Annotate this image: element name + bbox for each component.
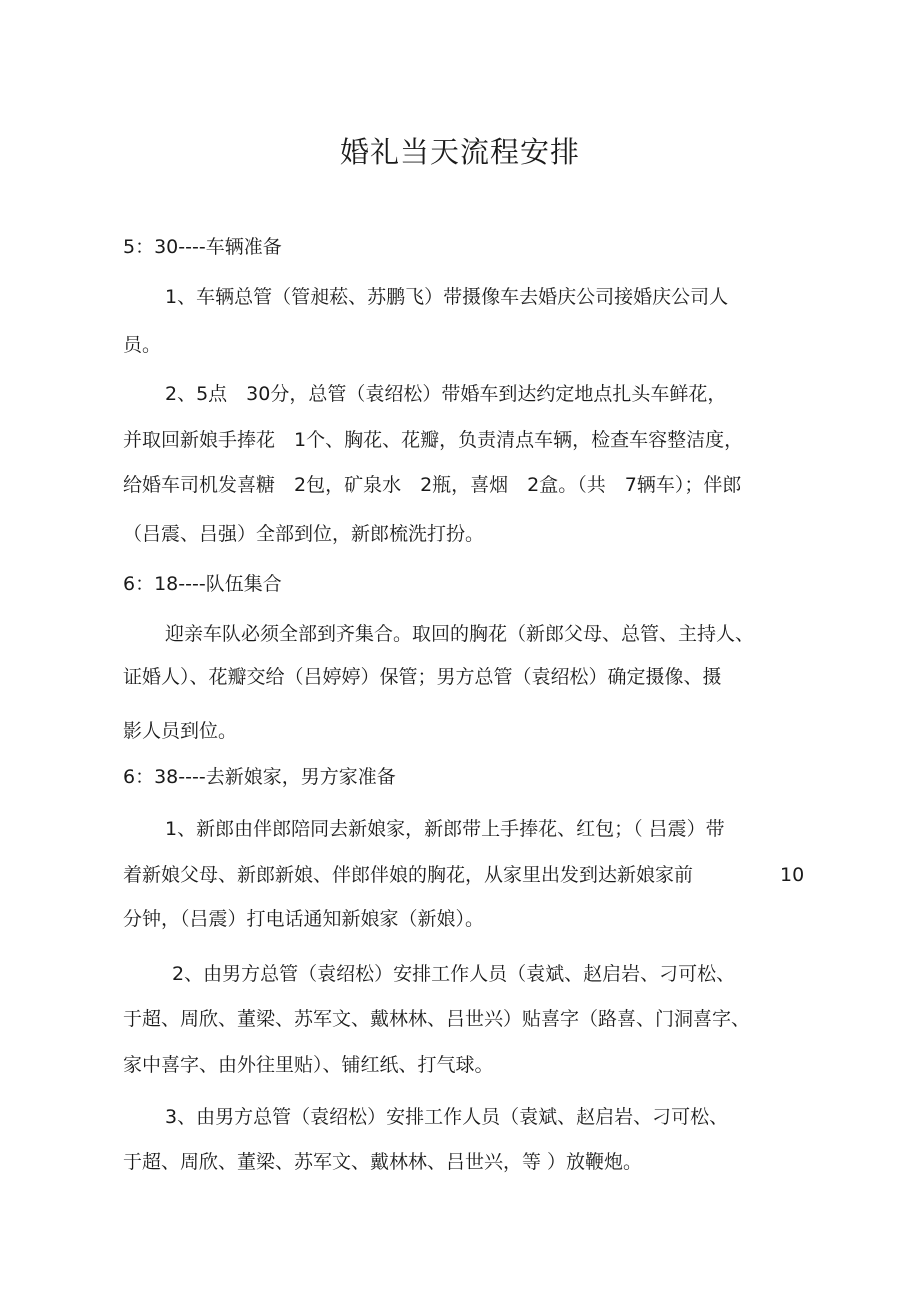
paragraph-line: 迎亲车队必须全部到齐集合。取回的胸花（新郎父母、总管、主持人、: [165, 623, 755, 645]
paragraph-line: 1、车辆总管（管昶菘、苏鹏飞）带摄像车去婚庆公司接婚庆公司人: [165, 286, 729, 308]
paragraph-line: 证婚人）、花瓣交给（吕婷婷）保管；男方总管（袁绍松）确定摄像、摄: [123, 666, 722, 688]
ten-minutes-number: 10: [780, 864, 805, 886]
paragraph-line: 于超、周欣、董梁、苏军文、戴林林、吕世兴）贴喜字（路喜、门洞喜字、: [123, 1008, 751, 1030]
paragraph-line: 着新娘父母、新郎新娘、伴郎伴娘的胸花，从家里出发到达新娘家前: [123, 864, 694, 886]
paragraph-line: 2、5点 30分，总管（袁绍松）带婚车到达约定地点扎头车鲜花，: [165, 383, 727, 405]
paragraph-line: 并取回新娘手捧花 1个、胸花、花瓣，负责清点车辆，检查车容整洁度，: [123, 429, 744, 451]
paragraph-line: 1、新郎由伴郎陪同去新娘家，新郎带上手捧花、红包；（ 吕震）带: [165, 818, 725, 840]
section-heading-team-assembly: 6：18----队伍集合: [123, 573, 282, 595]
paragraph-line: 家中喜字、由外往里贴）、铺红纸、打气球。: [123, 1054, 494, 1076]
paragraph-line: 3、由男方总管（袁绍松）安排工作人员（袁斌、赵启岩、刁可松、: [165, 1106, 729, 1128]
paragraph-line: 影人员到位。: [123, 720, 238, 742]
paragraph-line: 员。: [123, 334, 162, 356]
paragraph-line: 分钟，（吕震）打电话通知新娘家（新娘）。: [123, 908, 485, 930]
paragraph-line: 给婚车司机发喜糖 2包，矿泉水 2瓶，喜烟 2盒。（共 7辆车）；伴郎: [123, 474, 742, 496]
section-heading-vehicle-prep: 5：30----车辆准备: [123, 236, 282, 258]
paragraph-line: （吕震、吕强）全部到位，新郎梳洗打扮。: [123, 523, 485, 545]
paragraph-line: 2、由男方总管（袁绍松）安排工作人员（袁斌、赵启岩、刁可松、: [172, 963, 736, 985]
document-title: 婚礼当天流程安排: [339, 135, 580, 169]
section-heading-bride-home: 6：38----去新娘家，男方家准备: [123, 766, 396, 788]
paragraph-line: 于超、周欣、董梁、苏军文、戴林林、吕世兴，等 ）放鞭炮。: [123, 1151, 643, 1173]
